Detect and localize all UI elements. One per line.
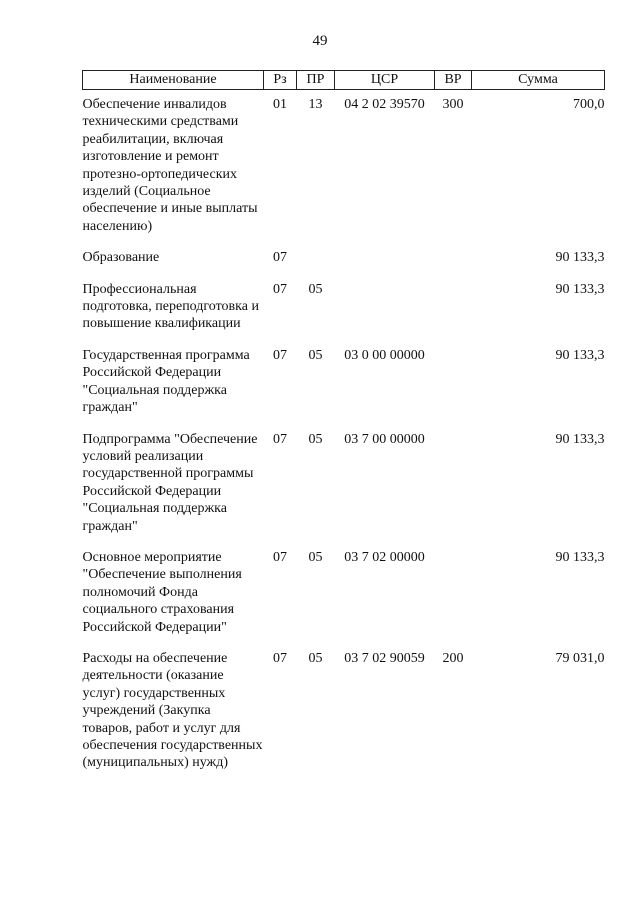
row-sum: 90 133,3 bbox=[555, 347, 605, 363]
row-rz: 07 bbox=[273, 281, 287, 297]
table-row bbox=[83, 426, 605, 544]
row-pr: 05 bbox=[308, 431, 323, 447]
row-pr: 05 bbox=[308, 549, 323, 565]
row-vr: 300 bbox=[442, 97, 464, 112]
row-csr: 03 7 02 00000 bbox=[344, 549, 425, 565]
row-pr: 05 bbox=[308, 650, 323, 666]
row-name: Расходы на обеспечение деятельности (оказание услуг) государственных учреждений (Закупка товаров, работ и услуг для обеспечения государственных (муниципальных) нужд) bbox=[82, 650, 263, 771]
row-pr bbox=[297, 244, 335, 275]
row-csr: 03 0 00 00000 bbox=[344, 347, 425, 363]
row-vr bbox=[435, 544, 472, 645]
row-csr bbox=[335, 276, 435, 342]
row-name: Основное мероприятие "Обеспечение выполнения полномочий Фонда социального страхования Российской Федерации" bbox=[82, 549, 242, 635]
row-sum: 90 133,3 bbox=[555, 549, 605, 565]
row-name: Обеспечение инвалидов техническими средствами реабилитации, включая изготовление и ремонт протезно-ортопедических изделий (Социальное обеспечение и иные выплаты населению) bbox=[82, 97, 258, 234]
header-vr: ВР bbox=[435, 71, 472, 90]
row-vr: 200 bbox=[442, 650, 464, 666]
row-name: Государственная программа Российской Федерации "Социальная поддержка граждан" bbox=[82, 347, 250, 416]
row-csr: 03 7 02 90059 bbox=[344, 650, 425, 666]
header-pr: ПР bbox=[297, 71, 335, 90]
row-vr bbox=[435, 276, 472, 342]
row-pr: 13 bbox=[308, 97, 323, 112]
row-sum: 700,0 bbox=[573, 97, 605, 112]
row-vr bbox=[435, 244, 472, 275]
header-name: Наименование bbox=[83, 71, 264, 90]
table-row bbox=[83, 276, 605, 342]
row-vr bbox=[435, 426, 472, 544]
row-rz: 07 bbox=[273, 650, 287, 666]
row-pr: 05 bbox=[308, 347, 323, 363]
row-csr bbox=[335, 244, 435, 275]
row-rz: 07 bbox=[273, 347, 287, 363]
row-name: Подпрограмма "Обеспечение условий реализации государственной программы Российской Федерации "Социальная поддержка граждан" bbox=[82, 431, 258, 534]
table-row bbox=[83, 342, 605, 426]
row-rz: 07 bbox=[273, 250, 287, 266]
row-rz: 07 bbox=[273, 431, 287, 447]
table-header bbox=[83, 71, 605, 90]
row-sum: 79 031,0 bbox=[555, 650, 605, 666]
row-sum: 90 133,3 bbox=[555, 281, 605, 297]
table-body bbox=[83, 90, 605, 781]
header-csr: ЦСР bbox=[335, 71, 435, 90]
budget-table bbox=[82, 70, 605, 781]
row-name: Образование bbox=[82, 250, 160, 266]
row-pr: 05 bbox=[308, 281, 323, 297]
row-sum: 90 133,3 bbox=[555, 250, 605, 266]
row-sum: 90 133,3 bbox=[555, 431, 605, 447]
header-sum: Сумма bbox=[472, 71, 605, 90]
row-vr bbox=[435, 342, 472, 426]
table-row bbox=[83, 544, 605, 645]
row-csr: 04 2 02 39570 bbox=[344, 97, 425, 112]
table-row bbox=[83, 645, 605, 781]
page-number: 49 bbox=[312, 33, 328, 49]
table-row bbox=[83, 244, 605, 275]
row-csr: 03 7 00 00000 bbox=[344, 431, 425, 447]
header-rz: Рз bbox=[264, 71, 297, 90]
row-rz: 07 bbox=[273, 549, 287, 565]
row-rz: 01 bbox=[273, 97, 287, 112]
row-name: Профессиональная подготовка, переподготовка и повышение квалификации bbox=[82, 281, 259, 332]
table-row bbox=[83, 90, 605, 245]
